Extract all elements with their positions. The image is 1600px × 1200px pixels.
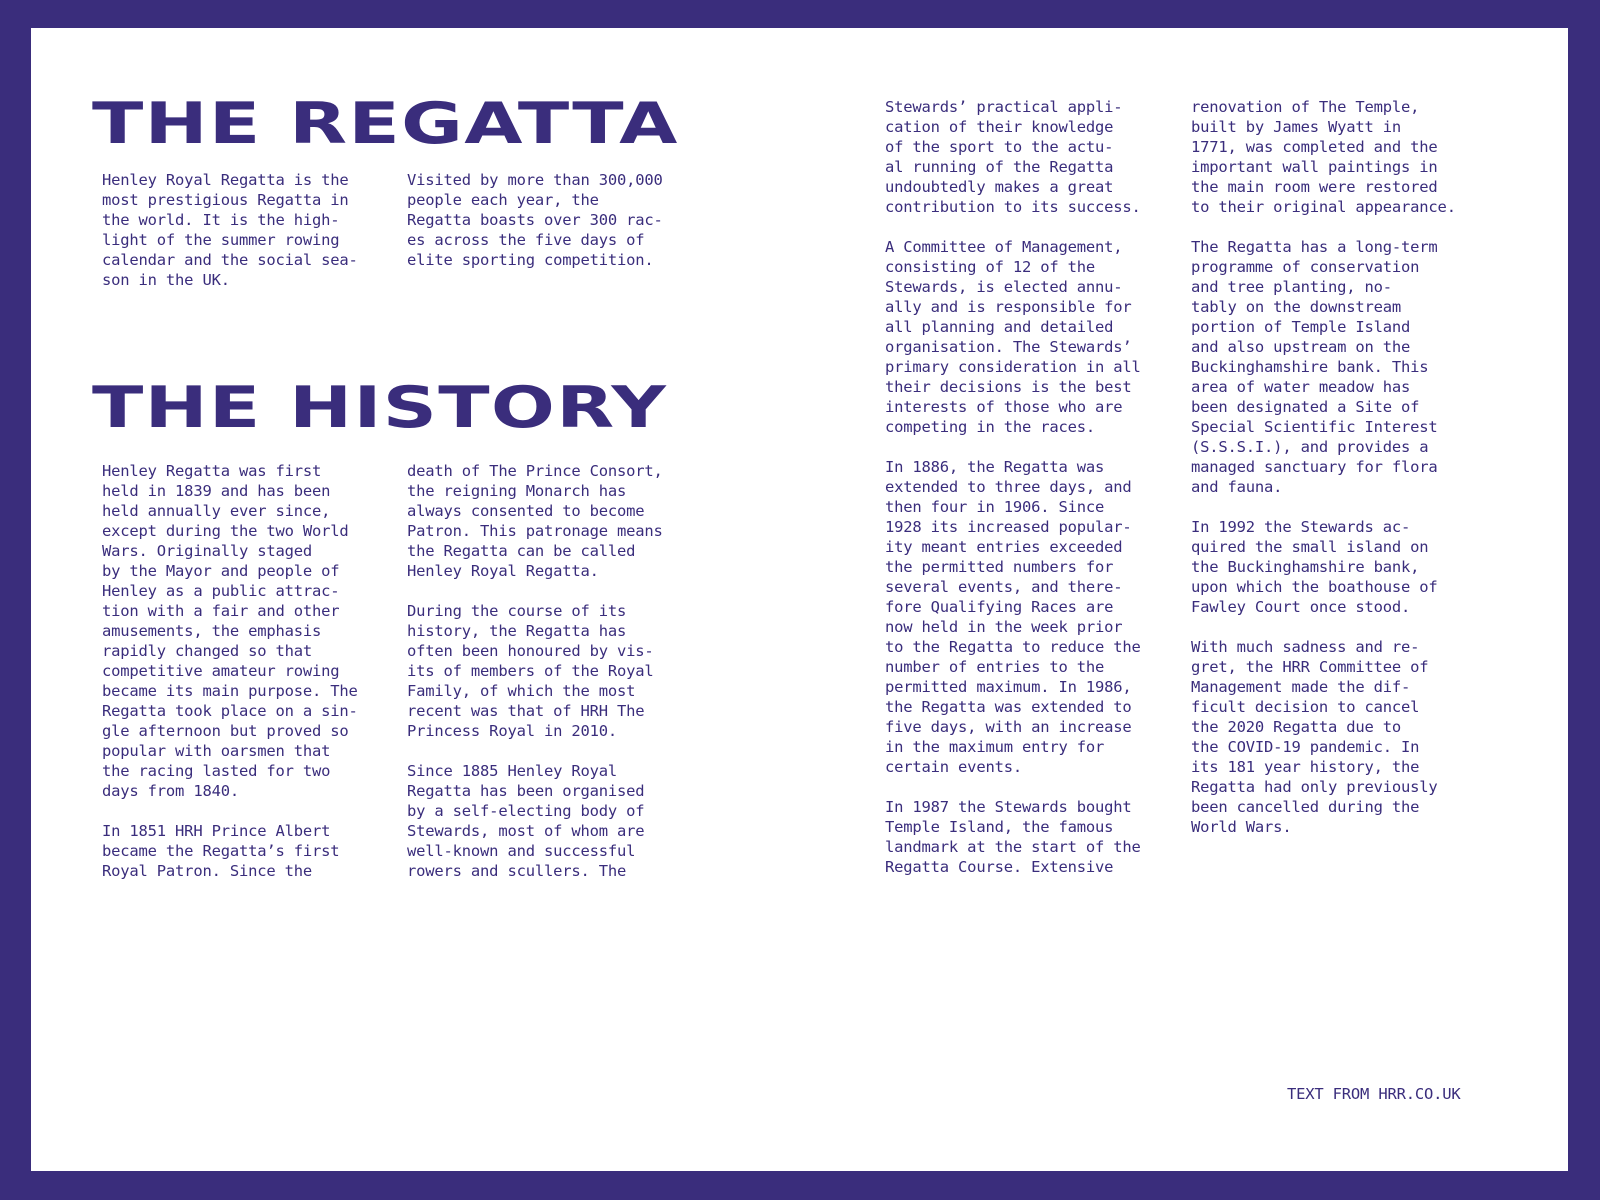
history-column-1: Henley Regatta was first held in 1839 and has been held annually ever since, except during the two World Wars. Originally staged by the Mayor and people of Henley as a public attrac- tion with a fair and other amusements, the emphasis rapidly changed so that competitive amateur rowing became its main purpose. The Regatta took place on a sin- gle afternoon but proved so popular with oarsmen that the racing lasted for two days from 1840. In 1851 HRH Prince Albert became the Regatta’s first Royal Patron. Since the	[102, 462, 358, 880]
history-column-2: death of The Prince Consort, the reigning Monarch has always consented to become Patron. This patronage means the Regatta can be called Henley Royal Regatta. During the course of its history, the Regatta has often been honoured by vis- its of members of the Royal Family, of which the most recent was that of HRH The Princess Royal in 2010. Since 1885 Henley Royal Regatta has been organised by a self-electing body of Stewards, most of whom are well-known and successful rowers and scullers. The	[407, 462, 663, 880]
regatta-column-2: Visited by more than 300,000 people each year, the Regatta boasts over 300 rac- es across the five days of elite sporting competition.	[407, 171, 663, 269]
source-credit: TEXT FROM HRR.CO.UK	[1287, 1085, 1461, 1103]
regatta-column-1: Henley Royal Regatta is the most prestigious Regatta in the world. It is the high- light of the summer rowing calendar and the social sea- son in the UK.	[102, 171, 358, 289]
regatta-heading: THE REGATTA	[92, 91, 679, 157]
history-column-3: Stewards’ practical appli- cation of their knowledge of the sport to the actu- al running of the Regatta undoubtedly makes a great contribution to its success. A Committee of Management, consisting of 12 of the Stewards, is elected annu- ally and is responsible for all planning and detailed organisation. The Stewards’ primary consideration in all their decisions is the best interests of those who are competing in the races. In 1886, the Regatta was extended to three days, and then four in 1906. Since 1928 its increased popular- ity meant entries exceeded the permitted numbers for several events, and there- fore Qualifying Races are now held in the week prior to the Regatta to reduce the number of entries to the permitted maximum. In 1986, the Regatta was extended to five days, with an increase in the maximum entry for certain events. In 1987 the Stewards bought Temple Island, the famous landmark at the start of the Regatta Course. Extensive	[885, 98, 1141, 876]
history-heading: THE HISTORY	[92, 375, 668, 441]
history-column-4: renovation of The Temple, built by James Wyatt in 1771, was completed and the important wall paintings in the main room were restored to their original appearance. The Regatta has a long-term programme of conservation and tree planting, no- tably on the downstream portion of Temple Island and also upstream on the Buckinghamshire bank. This area of water meadow has been designated a Site of Special Scientific Interest (S.S.S.I.), and provides a managed sanctuary for flora and fauna. In 1992 the Stewards ac- quired the small island on the Buckinghamshire bank, upon which the boathouse of Fawley Court once stood. With much sadness and re- gret, the HRR Committee of Management made the dif- ficult decision to cancel the 2020 Regatta due to the COVID-19 pandemic. In its 181 year history, the Regatta had only previously been cancelled during the World Wars.	[1191, 98, 1456, 836]
page-sheet	[31, 28, 1568, 1171]
